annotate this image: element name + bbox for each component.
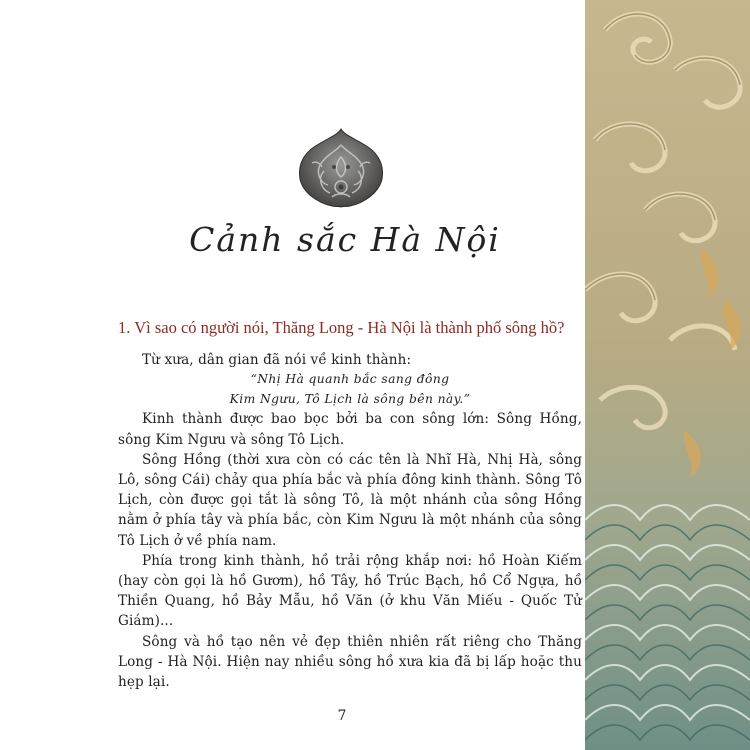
cloud-wave-pattern-icon xyxy=(585,0,750,750)
verse-line: “Nhị Hà quanh bắc sang đông xyxy=(250,372,450,387)
verse-line: Kim Ngưu, Tô Lịch là sông bên này.” xyxy=(229,391,471,406)
paragraph: Kinh thành được bao bọc bởi ba con sông lớn: Sông Hồng, sông Kim Ngưu và sông Tô Lịch. xyxy=(118,411,582,448)
paragraph: Sông và hồ tạo nên vẻ đẹp thiên nhiên rất riêng cho Thăng Long - Hà Nội. Hiện nay nhiều sông hồ xưa kia đã bị lấp hoặc thu hẹp lại. xyxy=(118,633,582,691)
paragraph: Sông Hồng (thời xưa còn có các tên là Nhĩ Hà, Nhị Hà, sông Lô, sông Cái) chảy qua phía bắc và phía đông kinh thành. Sông Tô Lịch, còn được gọi tắt là sông Tô, là một nhánh của sông Hồng nằm ở phía tây và phía bắc, còn Kim Ngưu là một nhánh của sông Tô Lịch ở về phía nam. xyxy=(118,451,582,549)
decorative-border-art xyxy=(585,0,750,750)
paragraph: Phía trong kinh thành, hồ trải rộng khắp nơi: hồ Hoàn Kiếm (hay còn gọi là hồ Gươm), hồ Tây, hồ Trúc Bạch, hồ Cổ Ngựa, hồ Thiền Quang, hồ Bảy Mẫu, hồ Văn (ở khu Văn Miếu - Quốc Tử Giám)... xyxy=(118,552,582,630)
page-number: 7 xyxy=(337,708,347,724)
body-text xyxy=(118,350,582,692)
section-heading: 1. Vì sao có người nói, Thăng Long - Hà Nội là thành phố sông hồ? xyxy=(118,318,565,337)
chapter-title: Cảnh sắc Hà Nội xyxy=(189,220,501,259)
paragraph: Từ xưa, dân gian đã nói về kinh thành: xyxy=(142,352,412,368)
leaf-ornament-icon xyxy=(296,127,386,209)
